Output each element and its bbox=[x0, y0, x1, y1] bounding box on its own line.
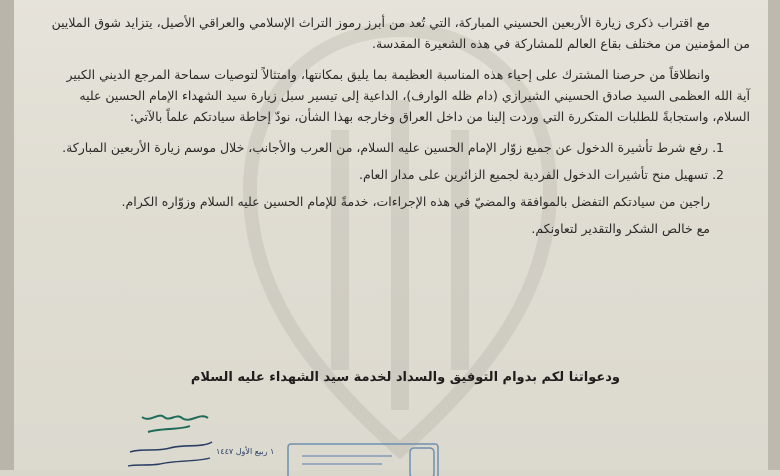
closing-line: ودعواتنا لكم بدوام التوفيق والسداد لخدمة سيد الشهداء عليه السلام bbox=[190, 370, 620, 385]
right-frame-edge bbox=[768, 0, 780, 470]
official-seal bbox=[282, 436, 462, 476]
letter-list-item-2: 2. تسهيل منح تأشيرات الدخول الفردية لجميع الزائرين على مدار العام. bbox=[358, 167, 724, 182]
letter-list-item-1: 1. رفع شرط تأشيرة الدخول عن جميع زوّار الإمام الحسين عليه السلام، من العرب والأجانب، خلال موسم زيارة الأربعين المباركة. bbox=[62, 140, 724, 155]
svg-text:١ ربيع الأول ١٤٤٧: ١ ربيع الأول ١٤٤٧ bbox=[216, 447, 275, 456]
letter-paragraph-3: راجين من سيادتكم التفضل بالموافقة والمضيّ في هذه الإجراءات، خدمةً للإمام الحسين عليه السلام وزوّاره الكرام. bbox=[121, 194, 710, 209]
letter-paragraph-1: مع اقتراب ذكرى زيارة الأربعين الحسيني المباركة، التي تُعد من أبرز رموز التراث الإسلامي والعراقي الأصيل، يتزايد شوق الملايين من المؤمنين من مختلف بقاع العالم للمشاركة في هذه الشعيرة المقدسة. bbox=[51, 15, 750, 51]
letter-paragraph-4: مع خالص الشكر والتقدير لتعاونكم. bbox=[531, 221, 710, 236]
letter-paragraph-2: وانطلاقاً من حرصنا المشترك على إحياء هذه المناسبة العظيمة بما يليق بمكانتها، وامتثالاً لتوصيات سماحة المرجع الديني الكبير آية الله العظمى السيد صادق الحسيني الشيرازي (دام ظله الوارف)، الداعية إلى تيسير سبل زيارة سيد الشهداء الإمام الحسين عليه السلام، واستجابةً للطلبات المتكررة التي وردت إلينا من داخل العراق وخارجه بهذا الشأن، نودّ إحاطة سيادتكم علماً بالآتي: bbox=[66, 67, 750, 124]
letter-body bbox=[50, 12, 750, 239]
handwritten-signature bbox=[120, 408, 275, 470]
left-frame-edge bbox=[0, 0, 14, 470]
